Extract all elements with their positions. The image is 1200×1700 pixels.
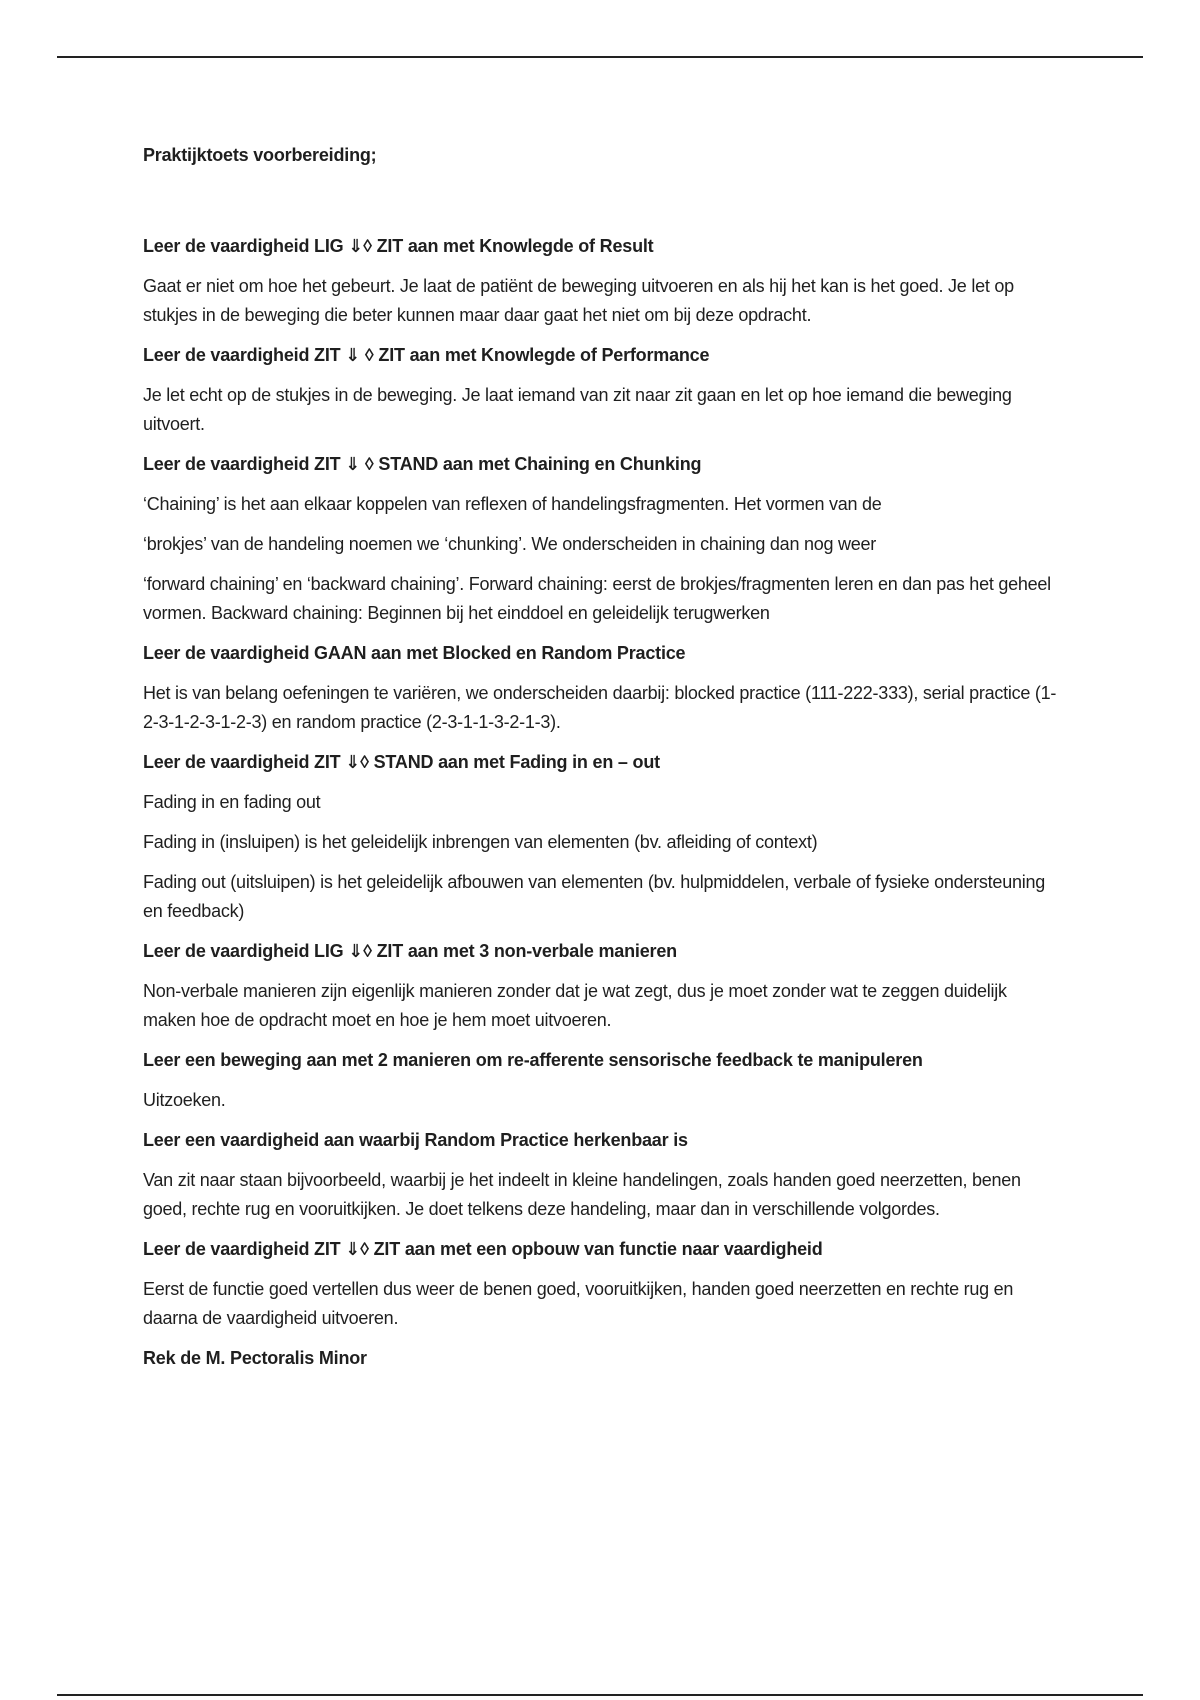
section bbox=[143, 937, 1063, 1035]
page-top-rule bbox=[57, 56, 1143, 58]
section-heading: Leer een beweging aan met 2 manieren om re-afferente sensorische feedback te manipuleren bbox=[143, 1050, 923, 1070]
paragraph: Het is van belang oefeningen te variëren, we onderscheiden daarbij: blocked practice (111-222-333), serial practice (1-2-3-1-2-3-1-2-3) en random practice (2-3-1-1-3-2-1-3). bbox=[143, 683, 1057, 732]
document-title: Praktijktoets voorbereiding; bbox=[143, 145, 377, 165]
paragraph: Van zit naar staan bijvoorbeeld, waarbij je het indeelt in kleine handelingen, zoals handen goed neerzetten, benen goed, rechte rug en vooruitkijken. Je doet telkens deze handeling, maar dan in verschillende volgordes. bbox=[143, 1170, 1021, 1219]
paragraph: Fading out (uitsluipen) is het geleidelijk afbouwen van elementen (bv. hulpmiddelen, verbale of fysieke ondersteuning en feedback) bbox=[143, 872, 1045, 921]
section bbox=[143, 1235, 1063, 1333]
section bbox=[143, 1046, 1063, 1115]
section-heading: Leer de vaardigheid ZIT ⇓ ◊ STAND aan met Chaining en Chunking bbox=[143, 454, 702, 474]
paragraph: Non-verbale manieren zijn eigenlijk manieren zonder dat je wat zegt, dus je moet zonder wat te zeggen duidelijk maken hoe de opdracht moet en hoe je hem moet uitvoeren. bbox=[143, 981, 1007, 1030]
paragraph: ‘brokjes’ van de handeling noemen we ‘chunking’. We onderscheiden in chaining dan nog weer bbox=[143, 534, 876, 554]
section-heading: Rek de M. Pectoralis Minor bbox=[143, 1348, 367, 1368]
paragraph: Je let echt op de stukjes in de beweging. Je laat iemand van zit naar zit gaan en let op hoe iemand die beweging uitvoert. bbox=[143, 385, 1012, 434]
section-heading: Leer de vaardigheid ZIT ⇓ ◊ ZIT aan met Knowlegde of Performance bbox=[143, 345, 710, 365]
paragraph: Eerst de functie goed vertellen dus weer de benen goed, vooruitkijken, handen goed neerzetten en rechte rug en daarna de vaardigheid uitvoeren. bbox=[143, 1279, 1014, 1328]
paragraph: Gaat er niet om hoe het gebeurt. Je laat de patiënt de beweging uitvoeren en als hij het kan is het goed. Je let op stukjes in de beweging die beter kunnen maar daar gaat het niet om bij deze opdracht. bbox=[143, 276, 1014, 325]
section bbox=[143, 639, 1063, 737]
section bbox=[143, 450, 1063, 628]
section-heading: Leer de vaardigheid ZIT ⇓◊ STAND aan met Fading in en – out bbox=[143, 752, 660, 772]
document-body bbox=[143, 232, 1063, 1384]
section bbox=[143, 232, 1063, 330]
section bbox=[143, 341, 1063, 439]
section bbox=[143, 1344, 1063, 1372]
paragraph: Uitzoeken. bbox=[143, 1090, 226, 1110]
paragraph: ‘Chaining’ is het aan elkaar koppelen van reflexen of handelingsfragmenten. Het vormen van de bbox=[143, 494, 882, 514]
paragraph: Fading in en fading out bbox=[143, 792, 321, 812]
section-heading: Leer de vaardigheid ZIT ⇓◊ ZIT aan met een opbouw van functie naar vaardigheid bbox=[143, 1239, 823, 1259]
section-heading: Leer de vaardigheid GAAN aan met Blocked en Random Practice bbox=[143, 643, 686, 663]
section bbox=[143, 748, 1063, 926]
paragraph: Fading in (insluipen) is het geleidelijk inbrengen van elementen (bv. afleiding of context) bbox=[143, 832, 818, 852]
section bbox=[143, 1126, 1063, 1224]
page-bottom-rule bbox=[57, 1694, 1143, 1696]
section-heading: Leer de vaardigheid LIG ⇓◊ ZIT aan met 3 non-verbale manieren bbox=[143, 941, 677, 961]
paragraph: ‘forward chaining’ en ‘backward chaining’. Forward chaining: eerst de brokjes/fragmenten leren en dan pas het geheel vormen. Backward chaining: Beginnen bij het einddoel en geleidelijk terugwerken bbox=[143, 574, 1051, 623]
section-heading: Leer de vaardigheid LIG ⇓◊ ZIT aan met Knowlegde of Result bbox=[143, 236, 654, 256]
section-heading: Leer een vaardigheid aan waarbij Random Practice herkenbaar is bbox=[143, 1130, 688, 1150]
